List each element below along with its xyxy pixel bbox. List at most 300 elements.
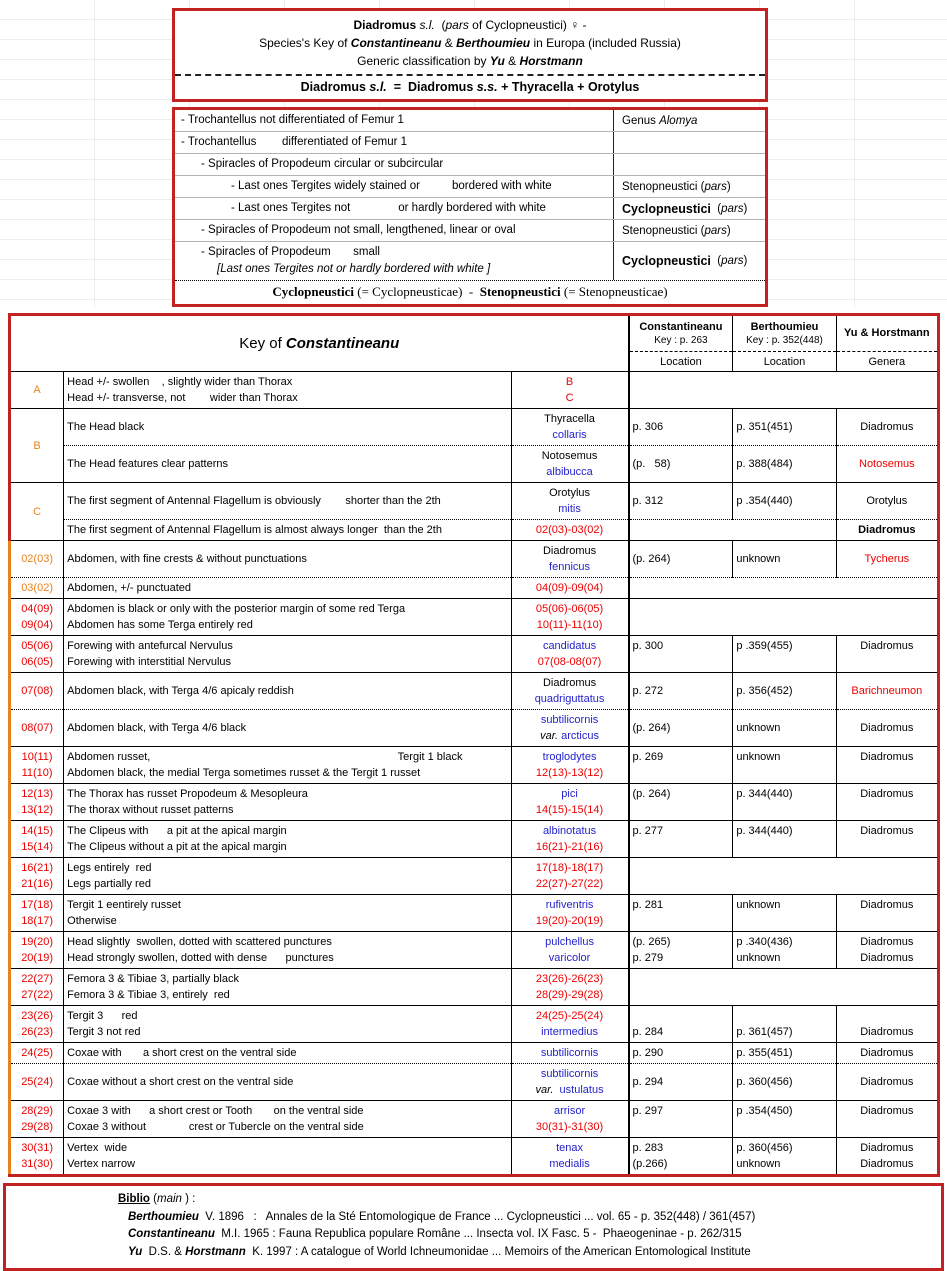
text-segment: 13(12) xyxy=(21,804,53,816)
text-segment: Key of xyxy=(239,335,286,352)
text-segment: p. 297 xyxy=(632,1105,664,1117)
species-cell-line xyxy=(515,485,625,501)
text-segment: The Clipeus with a pit at the apical margin xyxy=(67,825,287,837)
description-cell-line xyxy=(67,1119,507,1135)
text-segment: rufiventris xyxy=(545,899,594,911)
criterion-line xyxy=(181,222,609,239)
prekey-criterion xyxy=(175,110,613,131)
text-segment: - Spiracles of Propodeum circular or subcircular xyxy=(201,158,444,170)
code-cell-line xyxy=(14,580,60,596)
description-cell-line xyxy=(67,1156,507,1172)
location-constantineanu-cell xyxy=(629,1006,733,1043)
genera-cell xyxy=(836,1064,938,1101)
text-segment: Orotylus xyxy=(866,495,908,507)
key-row-12-13 xyxy=(10,784,939,821)
code-cell xyxy=(10,409,64,483)
prekey-result xyxy=(613,176,765,197)
location-berthoumieu-cell xyxy=(733,821,836,858)
location-berthoumieu-cell-line xyxy=(736,1140,832,1156)
text-segment: (p. 264) xyxy=(632,788,671,800)
empty-cell xyxy=(629,520,837,541)
text-segment: Diadromus xyxy=(542,545,597,557)
location-berthoumieu-cell xyxy=(733,895,836,932)
text-segment: 19(20)-20(19) xyxy=(535,915,604,927)
criterion-line xyxy=(181,200,609,217)
species-cell-line xyxy=(515,950,625,966)
location-constantineanu-cell-line xyxy=(633,823,730,839)
code-cell xyxy=(10,710,64,747)
location-berthoumieu-cell-line xyxy=(736,802,832,818)
species-cell-line xyxy=(515,617,625,633)
text-segment: C xyxy=(565,392,574,404)
location-berthoumieu-cell-line xyxy=(736,950,832,966)
code-cell-line xyxy=(14,839,60,855)
text-segment: Head slightly swollen, dotted with scattered punctures xyxy=(67,936,332,948)
species-cell-line xyxy=(515,1008,625,1024)
species-cell-line xyxy=(515,786,625,802)
code-cell-line xyxy=(14,654,60,670)
text-segment: Orotylus xyxy=(549,487,591,499)
text-segment: var. xyxy=(535,1084,554,1096)
species-cell xyxy=(511,673,628,710)
code-cell xyxy=(10,673,64,710)
prekey-criterion xyxy=(175,198,613,219)
text-segment: unknown xyxy=(736,899,781,911)
species-cell xyxy=(511,858,628,895)
genera-cell-line xyxy=(840,1024,934,1040)
code-cell xyxy=(10,636,64,673)
text-segment: Diadromus xyxy=(353,18,417,32)
genera-cell xyxy=(836,446,938,483)
text-segment: Vertex narrow xyxy=(67,1158,136,1170)
col-header-constantineanu xyxy=(629,315,733,352)
text-segment: 10(11) xyxy=(21,751,53,763)
text-segment: (p.266) xyxy=(632,1158,668,1170)
description-cell-line xyxy=(67,580,507,596)
location-constantineanu-cell-line xyxy=(633,1156,730,1172)
text-segment: p. 300 xyxy=(632,640,664,652)
species-cell-line xyxy=(515,390,625,406)
key-row-02-03-2 xyxy=(10,578,939,599)
text-segment: Diadromus xyxy=(860,825,914,837)
species-cell-line xyxy=(515,1140,625,1156)
text-segment: Thyracella xyxy=(544,413,595,425)
species-cell xyxy=(511,932,628,969)
species-cell-line xyxy=(515,411,625,427)
description-cell-line xyxy=(67,749,507,765)
text-segment: 23(26)-26(23) xyxy=(535,973,604,985)
species-cell xyxy=(511,409,628,446)
text-segment: Legs entirely red xyxy=(67,862,152,874)
text-segment: Head +/- swollen , slightly wider than Thorax xyxy=(67,376,293,388)
key-row-28-29 xyxy=(10,1101,939,1138)
text-segment: C xyxy=(33,505,42,518)
genera-cell-line xyxy=(840,765,934,781)
col-header-berthoumieu xyxy=(733,315,836,352)
description-cell-line xyxy=(67,390,507,406)
species-cell-line xyxy=(515,1066,625,1082)
location-constantineanu-cell-line xyxy=(633,934,730,950)
location-berthoumieu-cell-line xyxy=(736,1024,832,1040)
key-row-14-15 xyxy=(10,821,939,858)
code-cell-line xyxy=(14,1140,60,1156)
text-segment: Femora 3 & Tibiae 3, partially black xyxy=(67,973,239,985)
location-berthoumieu-cell xyxy=(733,1138,836,1176)
text-segment: Coxae 3 with a short crest or Tooth on the ventral side xyxy=(67,1105,364,1117)
main-key-table xyxy=(8,313,940,1177)
text-segment: p. 279 xyxy=(632,952,664,964)
location-berthoumieu-cell xyxy=(733,1043,836,1064)
description-cell xyxy=(64,520,511,541)
text-segment: p. 269 xyxy=(632,751,664,763)
prekey-row-1 xyxy=(175,110,765,131)
description-cell xyxy=(64,578,511,599)
code-cell-line xyxy=(14,504,60,520)
text-segment: s.s. xyxy=(473,80,498,94)
text-segment: Species's Key of xyxy=(259,36,351,50)
code-cell xyxy=(10,1006,64,1043)
text-segment: 10(11)-11(10) xyxy=(536,619,603,631)
key-table-title xyxy=(10,315,629,372)
species-cell-line xyxy=(515,934,625,950)
text-segment: Constantineanu xyxy=(350,36,442,50)
text-segment: Legs partially red xyxy=(67,878,151,890)
location-constantineanu-cell xyxy=(629,1101,733,1138)
description-cell xyxy=(64,1006,511,1043)
criterion-line xyxy=(181,178,609,195)
text-segment: p. 284 xyxy=(632,1026,664,1038)
text-segment: pars xyxy=(704,180,727,193)
key-row-17-18 xyxy=(10,895,939,932)
description-cell-line xyxy=(67,1140,507,1156)
text-segment: Otherwise xyxy=(67,915,117,927)
description-cell-line xyxy=(67,839,507,855)
location-berthoumieu-cell-line xyxy=(736,1074,832,1090)
species-cell-line xyxy=(515,876,625,892)
text-segment: Yu xyxy=(489,54,505,68)
text-segment: in Europa (included Russia) xyxy=(530,36,681,50)
genera-cell xyxy=(836,1101,938,1138)
location-constantineanu-cell-line xyxy=(633,1140,730,1156)
text-segment: main xyxy=(156,1193,182,1205)
location-constantineanu-cell-line xyxy=(633,551,730,567)
text-segment: = xyxy=(390,80,408,94)
text-segment: + xyxy=(497,80,512,94)
col-header-name: Yu & Horstmann xyxy=(844,327,930,339)
text-segment: ) xyxy=(743,202,748,215)
description-cell xyxy=(64,858,511,895)
location-constantineanu-cell xyxy=(629,483,733,520)
code-cell-line xyxy=(14,987,60,1003)
col-header-key: Key : p. 263 xyxy=(654,334,708,346)
genera-cell xyxy=(836,747,938,784)
genera-cell-line xyxy=(840,551,934,567)
text-segment: Horstmann xyxy=(185,1245,246,1258)
text-segment: ( xyxy=(149,1193,157,1205)
text-segment: 26(23) xyxy=(21,1026,53,1038)
species-cell-line xyxy=(515,987,625,1003)
code-cell xyxy=(10,483,64,541)
code-cell-line xyxy=(14,1045,60,1061)
species-cell xyxy=(511,636,628,673)
location-constantineanu-cell xyxy=(629,932,733,969)
genera-cell-line xyxy=(840,720,934,736)
text-segment: 07(08) xyxy=(21,685,53,697)
text-segment: unknown xyxy=(736,722,781,734)
orange-left-border xyxy=(8,541,11,1175)
location-berthoumieu-cell xyxy=(733,784,836,821)
text-segment: Head +/- transverse, not wider than Thorax xyxy=(67,392,298,404)
genera-cell xyxy=(836,673,938,710)
text-segment: s.l. xyxy=(365,80,391,94)
location-berthoumieu-cell-line xyxy=(736,934,832,950)
species-cell-line xyxy=(515,427,625,443)
text-segment: var. xyxy=(540,730,559,742)
code-cell xyxy=(10,1064,64,1101)
code-cell xyxy=(10,784,64,821)
location-constantineanu-cell-line xyxy=(633,493,730,509)
text-segment: pars xyxy=(445,18,469,32)
text-segment: Coxae 3 without crest or Tubercle on the ventral side xyxy=(67,1121,364,1133)
description-cell xyxy=(64,673,511,710)
col-subheader-location-1: Location xyxy=(629,352,733,372)
code-cell xyxy=(10,599,64,636)
text-segment: Tergit 1 eentirely russet xyxy=(67,899,181,911)
text-segment: Coxae with a short crest on the ventral side xyxy=(67,1047,297,1059)
species-cell-line xyxy=(515,823,625,839)
key-row-C-2 xyxy=(10,520,939,541)
location-berthoumieu-cell-line xyxy=(736,749,832,765)
prekey-result xyxy=(613,242,765,280)
text-segment: pars xyxy=(721,255,744,267)
text-segment: p. 355(451) xyxy=(736,1047,793,1059)
text-segment: fennicus xyxy=(549,561,591,573)
description-cell-line xyxy=(67,765,507,781)
location-berthoumieu-cell xyxy=(733,932,836,969)
key-row-B-1 xyxy=(10,409,939,446)
code-cell-line xyxy=(14,823,60,839)
text-segment: (p. 264) xyxy=(632,553,671,565)
text-segment: Biblio xyxy=(118,1193,150,1205)
description-cell-line xyxy=(67,802,507,818)
description-cell-line xyxy=(67,860,507,876)
text-segment: p .359(455) xyxy=(736,640,793,652)
prekey-row-3 xyxy=(175,153,765,175)
title-line-2 xyxy=(179,34,761,52)
location-berthoumieu-cell-line xyxy=(736,683,832,699)
text-segment: [Last ones Tergites not or hardly bordered with white xyxy=(217,263,484,275)
text-segment: Abdomen is black or only with the posterior margin of some red Terga xyxy=(67,603,406,615)
location-constantineanu-cell xyxy=(629,895,733,932)
text-segment: 22(27) xyxy=(21,973,53,985)
description-cell-line xyxy=(67,522,507,538)
description-cell xyxy=(64,895,511,932)
key-row-24-25-1 xyxy=(10,1043,939,1064)
text-segment: Genus xyxy=(622,114,660,127)
text-segment: quadriguttatus xyxy=(534,693,605,705)
description-cell-line xyxy=(67,1074,507,1090)
text-segment: p. 312 xyxy=(632,495,664,507)
species-cell xyxy=(511,578,628,599)
col-header-key: Key : p. 352(448) xyxy=(746,334,823,346)
location-constantineanu-cell xyxy=(629,1138,733,1176)
location-constantineanu-cell xyxy=(629,710,733,747)
location-berthoumieu-cell-line xyxy=(736,1045,832,1061)
text-segment: p .354(450) xyxy=(736,1105,793,1117)
text-segment: 12(13)-13(12) xyxy=(535,767,604,779)
code-cell-line xyxy=(14,1119,60,1135)
text-segment: ) xyxy=(726,180,731,193)
text-segment: 04(09) xyxy=(21,603,53,615)
description-cell-line xyxy=(67,1103,507,1119)
criterion-line xyxy=(181,244,609,261)
text-segment: Notosemus xyxy=(859,458,915,470)
location-constantineanu-cell xyxy=(629,1064,733,1101)
text-segment: Abdomen black, with Terga 4/6 black xyxy=(67,722,247,734)
code-cell xyxy=(10,578,64,599)
text-segment: Diadromus xyxy=(860,788,914,800)
top-band xyxy=(0,0,947,307)
text-segment: & xyxy=(504,54,520,68)
species-cell-line xyxy=(515,728,625,744)
criterion-line xyxy=(181,261,609,278)
location-berthoumieu-cell xyxy=(733,483,836,520)
text-segment: Horstmann xyxy=(519,54,583,68)
criterion-line xyxy=(181,112,609,129)
description-cell xyxy=(64,409,511,446)
description-cell-line xyxy=(67,654,507,670)
genera-cell xyxy=(836,409,938,446)
code-cell-line xyxy=(14,601,60,617)
code-cell-line xyxy=(14,860,60,876)
description-cell xyxy=(64,784,511,821)
location-constantineanu-cell xyxy=(629,821,733,858)
species-cell-line xyxy=(515,839,625,855)
text-segment: Cyclopneustici xyxy=(622,201,711,216)
biblio-entry-yu-horstmann xyxy=(118,1244,935,1262)
text-segment: 06(05) xyxy=(21,656,53,668)
text-segment: (p. 58) xyxy=(632,458,671,470)
text-segment: p. 388(484) xyxy=(736,458,793,470)
location-constantineanu-cell-line xyxy=(633,1008,730,1024)
text-segment: varicolor xyxy=(548,952,591,964)
genera-cell-line xyxy=(840,839,934,855)
genera-cell-line xyxy=(840,913,934,929)
genera-cell-line xyxy=(840,934,934,950)
genera-cell-line xyxy=(840,1140,934,1156)
classification-equation xyxy=(175,74,765,99)
prekey-result xyxy=(613,132,765,153)
text-segment: The first segment of Antennal Flagellum is almost always longer than the 2th xyxy=(67,524,442,536)
location-berthoumieu-cell-line xyxy=(736,823,832,839)
genera-cell-line xyxy=(840,654,934,670)
text-segment: K. 1997 : A catalogue of World Ichneumonidae ... Memoirs of the American Entomological Institute xyxy=(245,1245,751,1258)
location-constantineanu-cell-line xyxy=(633,683,730,699)
text-segment: Diadromus xyxy=(860,1158,914,1170)
text-segment: 30(31)-31(30) xyxy=(535,1121,604,1133)
description-cell-line xyxy=(67,786,507,802)
prekey-result xyxy=(613,220,765,241)
text-segment: M.I. 1965 : Fauna Republica populare Române ... Insecta vol. IX Fasc. 5 - Phaeogeninae - p. 262/315 xyxy=(214,1228,742,1240)
description-cell-line xyxy=(67,950,507,966)
code-cell xyxy=(10,747,64,784)
species-cell-line xyxy=(515,971,625,987)
prekey-result xyxy=(613,198,765,219)
species-cell xyxy=(511,520,628,541)
genera-cell-line xyxy=(840,749,934,765)
text-segment: Tergit 3 not red xyxy=(67,1026,141,1038)
text-segment: Head strongly swollen, dotted with dense punctures xyxy=(67,952,334,964)
text-segment: tenax xyxy=(556,1142,583,1154)
code-cell-line xyxy=(14,720,60,736)
species-cell xyxy=(511,446,628,483)
text-segment: p. 344(440) xyxy=(736,788,793,800)
text-segment: - Spiracles of Propodeum small xyxy=(201,246,380,258)
key-row-22-27 xyxy=(10,969,939,1006)
location-constantineanu-cell-line xyxy=(633,786,730,802)
text-segment: ] xyxy=(483,263,491,275)
text-segment: Abdomen has some Terga entirely red xyxy=(67,619,253,631)
species-cell-line xyxy=(515,638,625,654)
location-constantineanu-cell-line xyxy=(633,1024,730,1040)
text-segment: B xyxy=(33,439,41,452)
text-segment: unknown xyxy=(736,952,781,964)
genera-cell xyxy=(836,541,938,578)
location-constantineanu-cell-line xyxy=(633,1103,730,1119)
species-cell xyxy=(511,1006,628,1043)
genera-cell-line xyxy=(840,823,934,839)
text-segment: - Trochantellus not differentiated of Femur 1 xyxy=(181,114,404,126)
genera-cell-line xyxy=(840,786,934,802)
location-constantineanu-cell xyxy=(629,409,733,446)
species-cell-line xyxy=(515,601,625,617)
key-row-07-08-2 xyxy=(10,710,939,747)
genera-cell xyxy=(836,821,938,858)
text-segment: ustulatus xyxy=(553,1084,604,1096)
text-segment: Diadromus xyxy=(860,640,914,652)
text-segment: Barichneumon xyxy=(851,685,923,697)
col-subheader-genera: Genera xyxy=(836,352,938,372)
genera-cell-line xyxy=(840,683,934,699)
col-header-name: Constantineanu xyxy=(639,320,723,333)
text-segment: s.l. xyxy=(416,18,439,32)
species-cell-line xyxy=(515,559,625,575)
text-segment: Yu xyxy=(128,1245,143,1258)
text-segment: The Head features clear patterns xyxy=(67,458,228,470)
description-cell-line xyxy=(67,1008,507,1024)
text-segment: 02(03)-03(02) xyxy=(535,524,604,536)
text-segment: 30(31) xyxy=(21,1142,53,1154)
text-segment: 15(14) xyxy=(21,841,53,853)
text-segment: Diadromus xyxy=(860,1076,914,1088)
code-cell xyxy=(10,969,64,1006)
biblio-entry-constantineanu xyxy=(118,1226,935,1244)
species-cell-line xyxy=(515,897,625,913)
text-segment: 07(08-08(07) xyxy=(537,656,602,668)
code-cell xyxy=(10,821,64,858)
genera-cell xyxy=(836,636,938,673)
species-cell-line xyxy=(515,1103,625,1119)
text-segment: Femora 3 & Tibiae 3, entirely red xyxy=(67,989,230,1001)
text-segment: 05(06) xyxy=(21,640,53,652)
location-berthoumieu-cell-line xyxy=(736,1156,832,1172)
genera-cell xyxy=(836,483,938,520)
text-segment: Stenopneustici ( xyxy=(622,180,705,193)
text-segment: The Clipeus without a pit at the apical margin xyxy=(67,841,287,853)
text-segment: p .354(440) xyxy=(736,495,793,507)
text-segment: p. 283 xyxy=(632,1142,664,1154)
text-segment: Alomya xyxy=(659,114,698,127)
